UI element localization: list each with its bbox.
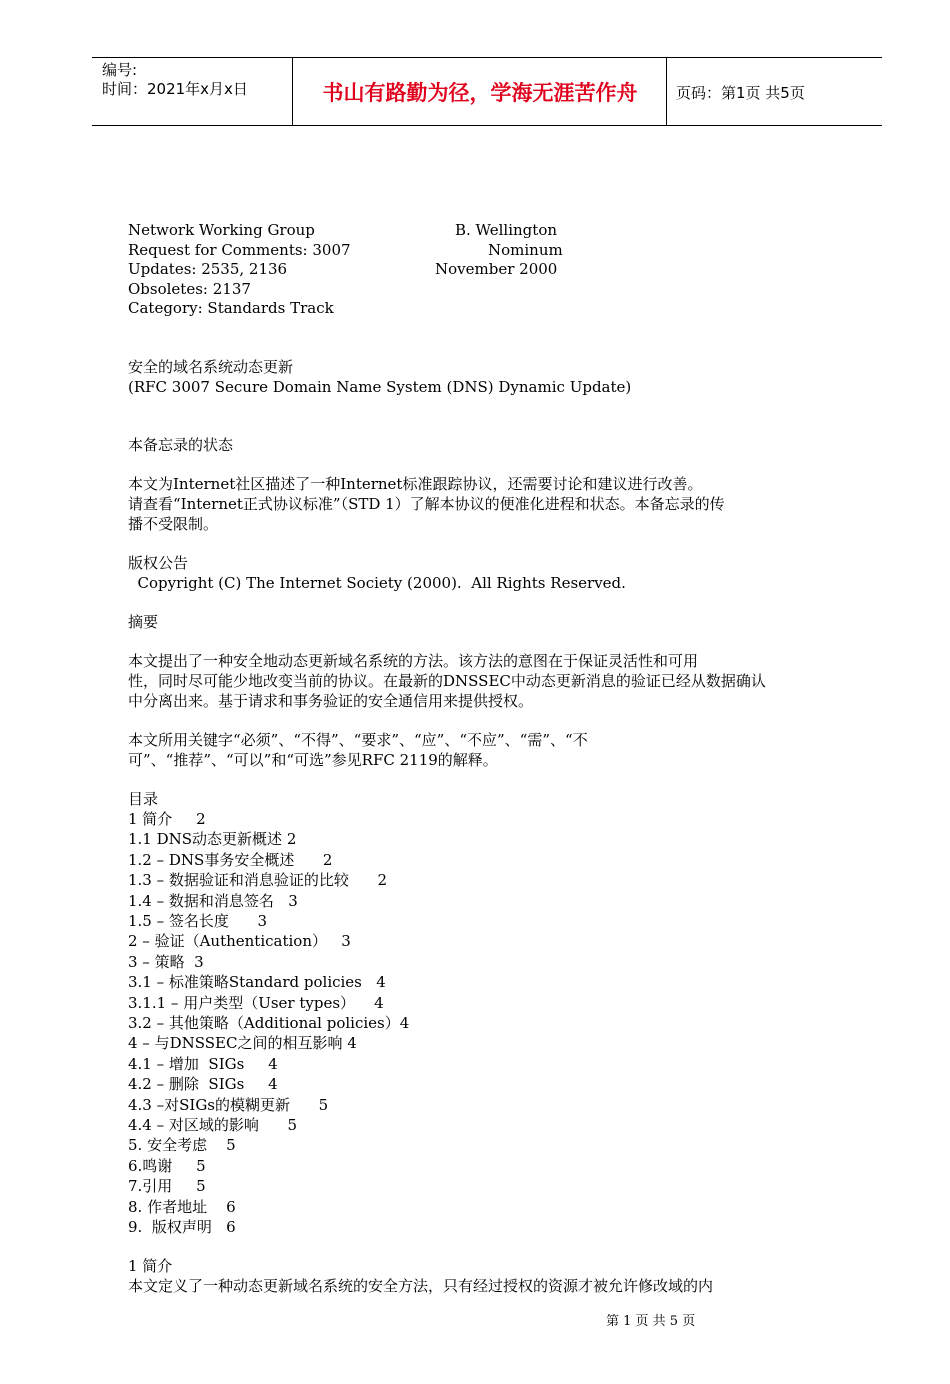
- header-divider: [666, 58, 667, 125]
- toc-heading: 目录: [128, 789, 159, 808]
- meta-left: Network Working Group: [128, 221, 315, 239]
- toc-item: 1.5 – 签名长度 3: [128, 911, 268, 930]
- title-zh: 安全的域名系统动态更新: [128, 357, 294, 376]
- meta-row: [128, 280, 848, 300]
- toc-item: 5. 安全考虑 5: [128, 1136, 236, 1155]
- intro-heading: 1 简介: [128, 1257, 173, 1276]
- meta-row: [128, 260, 848, 280]
- status-line: 请查看“Internet正式协议标准”（STD 1）了解本协议的便准化进程和状态。本备忘录的传: [128, 494, 725, 513]
- meta-right: B. Wellington: [455, 221, 558, 239]
- rfc-meta: [128, 221, 848, 319]
- meta-right: November 2000: [435, 260, 558, 278]
- header-info: [102, 61, 248, 99]
- toc-item: 6.鸣谢 5: [128, 1156, 206, 1175]
- title-en: (RFC 3007 Secure Domain Name System (DNS) Dynamic Update): [128, 377, 632, 396]
- abstract-heading: 摘要: [128, 612, 159, 631]
- keywords-line: 本文所用关键字“必须”、“不得”、“要求”、“应”、“不应”、“需”、“不: [128, 730, 588, 749]
- table-of-contents: [128, 789, 848, 1238]
- copyright-text: Copyright (C) The Internet Society (2000). All Rights Reserved.: [128, 573, 626, 592]
- toc-item: 4.4 – 对区域的影响 5: [128, 1116, 298, 1134]
- page-header: [92, 57, 882, 126]
- toc-item: 9. 版权声明 6: [128, 1218, 236, 1237]
- status-line: 播不受限制。: [128, 514, 219, 533]
- header-motto: 书山有路勤为径，学海无涯苦作舟: [322, 80, 638, 105]
- toc-item: 7.引用 5: [128, 1177, 206, 1196]
- toc-item: 3 – 策略 3: [128, 952, 204, 971]
- meta-left: Obsoletes: 2137: [128, 279, 251, 298]
- toc-item: 1.2 – DNS事务安全概述 2: [128, 850, 333, 869]
- toc-item: 1.1 DNS动态更新概述 2: [128, 830, 297, 849]
- abstract-line: 中分离出来。基于请求和事务验证的安全通信用来提供授权。: [128, 691, 534, 710]
- toc-item: 8. 作者地址 6: [128, 1197, 236, 1216]
- toc-item: 3.2 – 其他策略（Additional policies）4: [128, 1013, 410, 1032]
- document-body: [128, 221, 848, 1296]
- status-line: 本文为Internet社区描述了一种Internet标准跟踪协议，还需要讨论和建议进行改善。: [128, 474, 703, 493]
- meta-left: Updates: 2535, 2136: [128, 260, 288, 278]
- toc-item: 1 简介 2: [128, 809, 206, 828]
- toc-item: 4.3 –对SIGs的模糊更新 5: [128, 1095, 329, 1114]
- meta-left: Category: Standards Track: [128, 299, 334, 317]
- time-label: 时间：2021年x月x日: [102, 80, 248, 98]
- intro-line: 本文定义了一种动态更新域名系统的安全方法，只有经过授权的资源才被允许修改域的内: [128, 1277, 714, 1296]
- abstract-line: 本文提出了一种安全地动态更新域名系统的方法。该方法的意图在于保证灵活性和可用: [128, 651, 699, 670]
- meta-row: [128, 221, 848, 241]
- abstract-line: 性，同时尽可能少地改变当前的协议。在最新的DNSSEC中动态更新消息的验证已经从数据确认: [128, 671, 766, 690]
- keywords-line: 可”、“推荐”、“可以”和“可选”参见RFC 2119的解释。: [128, 750, 498, 769]
- meta-right: Nominum: [488, 240, 563, 259]
- toc-item: 4.1 – 增加 SIGs 4: [128, 1054, 278, 1073]
- number-label: 编号:: [102, 61, 138, 79]
- status-heading: 本备忘录的状态: [128, 435, 234, 454]
- toc-item: 1.4 – 数据和消息签名 3: [128, 891, 298, 910]
- copyright-heading: 版权公告: [128, 553, 189, 572]
- toc-item: 3.1.1 – 用户类型（User types） 4: [128, 993, 384, 1012]
- page-footer: 第 1 页 共 5 页: [606, 1314, 696, 1329]
- meta-left: Request for Comments: 3007: [128, 240, 351, 259]
- header-page-label: 页码：第1页 共5页: [676, 84, 805, 102]
- meta-row: [128, 299, 848, 319]
- toc-item: 4 – 与DNSSEC之间的相互影响 4: [128, 1034, 357, 1053]
- toc-item: 4.2 – 删除 SIGs 4: [128, 1075, 278, 1094]
- toc-item: 1.3 – 数据验证和消息验证的比较 2: [128, 871, 388, 890]
- toc-item: 3.1 – 标准策略Standard policies 4: [128, 973, 386, 992]
- toc-item: 2 – 验证（Authentication） 3: [128, 932, 351, 951]
- meta-row: [128, 241, 848, 261]
